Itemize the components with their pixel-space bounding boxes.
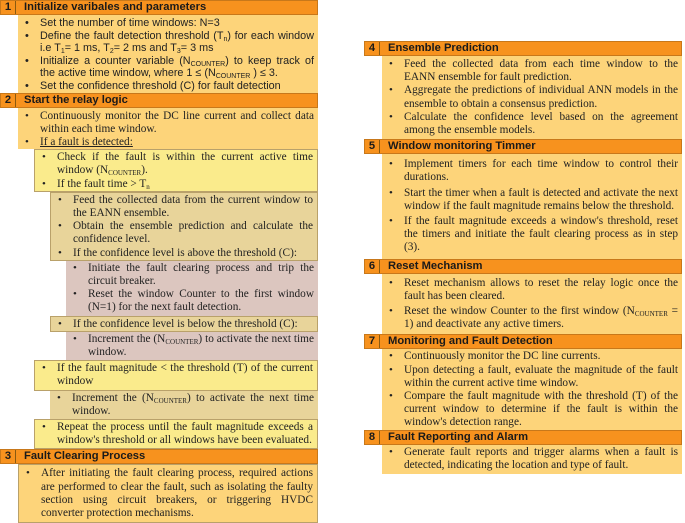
step-4-header — [364, 41, 682, 56]
list-item: • Reset the window Counter to the first window $(N_{COUNTER} = 1)$ and deactivate any active timers. — [382, 305, 678, 331]
step-2-header — [0, 93, 318, 108]
list-item: • Calculate the confidence level based on the agreement among the ensemble models. — [382, 111, 678, 137]
step-7-header — [364, 334, 682, 349]
step-number: 4 — [365, 42, 380, 55]
below-threshold-label — [50, 316, 318, 332]
step-8-body — [382, 445, 682, 474]
below-threshold-block — [66, 332, 318, 360]
list-item: • Compare the fault magnitude with the threshold (T) of the current window to determine if the fault is within the window's detection range. — [382, 390, 678, 430]
list-item: • Reset mechanism allows to reset the relay logic once the fault has been cleared. — [382, 277, 678, 303]
list-item: • Set the confidence threshold (C) for fault detection — [18, 80, 314, 93]
fault-magnitude-block — [34, 360, 318, 390]
list-item: • Obtain the ensemble prediction and calculate the confidence level. — [51, 220, 313, 246]
step-number: 2 — [1, 94, 16, 107]
list-item: • Check if the fault is within the current active time window $(N_{COUNTER})$. — [35, 151, 313, 177]
list-item: • Reset the window Counter to the first window (N=1) for the next fault detection. — [66, 288, 314, 314]
step-number: 3 — [1, 450, 16, 463]
fault-time-block — [50, 192, 318, 261]
list-item: • After initiating the fault clearing process, required actions are performed to clear the fault, such as isolating the faulty section using circuit breakers, or triggering HVDC converter protection mechanisms. — [19, 467, 313, 520]
step-2-body — [18, 108, 318, 150]
step-6-body — [382, 274, 682, 335]
step-number: 7 — [365, 335, 380, 348]
list-item: • Initiate the fault clearing process and trip the circuit breaker. — [66, 262, 314, 288]
step-number: 5 — [365, 140, 380, 153]
step-4-body — [382, 56, 682, 139]
fault-detected-block — [34, 149, 318, 192]
list-item: • Increment the $(N_{COUNTER})$ to activate the next time window. — [66, 333, 314, 359]
list-item: • Feed the collected data from each time window to the EANN ensemble for fault prediction. — [382, 58, 678, 84]
list-item: • Set the number of time windows: N=3 — [18, 17, 314, 30]
step-number: 8 — [365, 431, 380, 444]
step-1-header — [0, 0, 318, 15]
step-title: Fault Clearing Process — [24, 450, 146, 463]
step-title: Start the relay logic — [24, 93, 128, 106]
repeat-block — [34, 419, 318, 449]
list-item: • Generate fault reports and trigger alarms when a fault is detected, indicating the location and type of fault. — [382, 446, 678, 472]
list-item: • If a fault is detected: — [18, 136, 314, 149]
step-3-header — [0, 449, 318, 464]
list-item: • If the fault magnitude exceeds a window's threshold, reset the timers and initiate the fault clearing process as in step (3). — [382, 215, 678, 255]
list-item: • Repeat the process until the fault magnitude exceeds a window's threshold or all windows have been evaluated. — [35, 421, 313, 447]
magnitude-increment-block — [50, 391, 318, 419]
step-number: 1 — [1, 1, 16, 14]
left-column — [0, 0, 318, 523]
right-column — [364, 41, 682, 474]
step-title: Fault Reporting and Alarm — [388, 430, 529, 443]
list-item: • If the fault magnitude < the threshold (T) of the current window — [35, 362, 313, 388]
step-title: Window monitoring Timmer — [388, 140, 536, 153]
list-item: • Continuously monitor the DC line currents. — [382, 350, 678, 363]
list-item: • Feed the collected data from the current window to the EANN ensemble. — [51, 194, 313, 220]
list-item: • If the confidence level is above the threshold (C): — [51, 247, 313, 260]
step-title: Initialize varibales and parameters — [24, 1, 207, 13]
list-item: • Upon detecting a fault, evaluate the magnitude of the fault within the current active time window. — [382, 364, 678, 390]
step-5-header — [364, 139, 682, 154]
list-item: • Increment the $(N_{COUNTER})$ to activate the next time window. — [50, 392, 314, 418]
step-title: Reset Mechanism — [388, 259, 483, 272]
step-3-body — [18, 464, 318, 523]
step-number: 6 — [365, 260, 380, 273]
list-item: • If the fault time > $T_n$ — [35, 178, 313, 191]
list-item: • Aggregate the predictions of individual ANN models in the ensemble to obtain a consensus prediction. — [382, 84, 678, 110]
step-5-body — [382, 154, 682, 258]
list-item: • Start the timer when a fault is detected and activate the next window if the fault magnitude remains below the threshold. — [382, 187, 678, 213]
step-8-header — [364, 430, 682, 445]
above-threshold-block — [66, 261, 318, 316]
list-item: • If the confidence level is below the threshold (C): — [51, 318, 313, 331]
list-item: • Define the fault detection threshold $(T_n)$ for each window i.e $T_1= 1$ ms, $T_2= 2$ ms and $T_3= 3$ ms — [18, 30, 314, 55]
step-title: Ensemble Prediction — [388, 42, 499, 54]
step-6-header — [364, 259, 682, 274]
step-7-body — [382, 349, 682, 429]
step-title: Monitoring and Fault Detection — [388, 335, 553, 348]
list-item: • Continuously monitor the DC line current and collect data within each time window. — [18, 110, 314, 136]
list-item: • Implement timers for each time window to control their durations. — [382, 158, 678, 184]
list-item: • Initialize a counter variable $(N_{COUNTER})$ to keep track of the active time window, where $1 \le (N_{COUNTER}$ ) ≤ 3. — [18, 55, 314, 80]
step-1-body — [18, 15, 318, 93]
